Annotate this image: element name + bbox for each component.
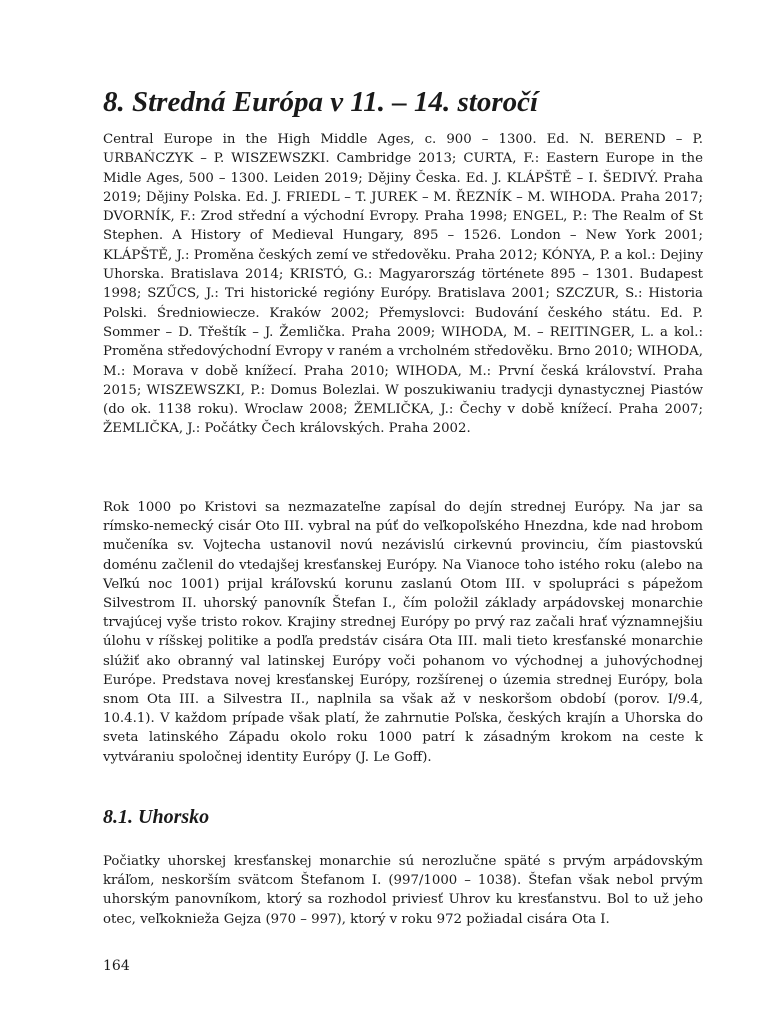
section-paragraph: Počiatky uhorskej kresťanskej monarchie sú nerozlučne späté s prvým arpádovským kráľom, neskorším svätcom Štefanom I. (997/1000 – 1038). Štefan však nebol prvým uhorským panovníkom, ktorý sa rozhodol priviesť Uhrov ku kresťanstvu. Bol to už jeho otec, veľkoknieža Gejza (970 – 997), ktorý v roku 972 požiadal cisára Ota I.: [103, 854, 703, 927]
page-number: 164: [103, 958, 130, 974]
section-heading: 8.1. Uhorsko: [103, 806, 210, 828]
bibliography-paragraph: Central Europe in the High Middle Ages, c. 900 – 1300. Ed. N. BEREND – P. URBAŃCZYK – P. WISZEWSZKI. Cambridge 2013; CURTA, F.: Eastern Europe in the Midle Ages, 500 – 1300. Leiden 2019; Dějiny Česka. Ed. J. KLÁPŠTĚ – I. ŠEDIVÝ. Praha 2019; Dějiny Polska. Ed. J. FRIEDL – T. JUREK – M. ŘEZNÍK – M. WIHODA. Praha 2017; DVORNÍK, F.: Zrod střední a východní Evropy. Praha 1998; ENGEL, P.: The Realm of St Stephen. A History of Medieval Hungary, 895 – 1526. London – New York 2001; KLÁPŠTĚ, J.: Proměna českých zemí ve středověku. Praha 2012; KÓNYA, P. a kol.: Dejiny Uhorska. Bratislava 2014; KRISTÓ, G.: Magyarország története 895 – 1301. Budapest 1998; SZŰCS, J.: Tri historické regióny Európy. Bratislava 2001; SZCZUR, S.: Historia Polski. Średniowiecze. Kraków 2002; Přemyslovci: Budování českého státu. Ed. P. Sommer – D. Třeštík – J. Žemlička. Praha 2009; WIHODA, M. – REITINGER, L. a kol.: Proměna středovýchodní Evropy v raném a vrcholném středověku. Brno 2010; WIHODA, M.: Morava v době knížecí. Praha 2010; WIHODA, M.: První česká království. Praha 2015; WISZEWSZKI, P.: Domus Bolezlai. W poszukiwaniu tradycji dynastycznej Piastów (do ok. 1138 roku). Wroclaw 2008; ŽEMLIČKA, J.: Čechy v době knížecí. Praha 2007; ŽEMLIČKA, J.: Počátky Čech královských. Praha 2002.: [103, 132, 703, 437]
chapter-title: 8. Stredná Európa v 11. – 14. storočí: [103, 86, 539, 118]
intro-paragraph: Rok 1000 po Kristovi sa nezmazateľne zapísal do dejín strednej Európy. Na jar sa rímsko-nemecký cisár Oto III. vybral na púť do veľkopoľského Hnezdna, kde nad hrobom mučeníka sv. Vojtecha ustanovil novú nezávislú cirkevnú provinciu, čím piastovskú doménu začlenil do vtedajšej kresťanskej Európy. Na Vianoce toho istého roku (alebo na Veľkú noc 1001) prijal kráľovskú korunu zaslanú Otom III. v spolupráci s pápežom Silvestrom II. uhorský panovník Štefan I., čím položil základy arpádovskej monarchie trvajúcej vyše tristo rokov. Krajiny strednej Európy po prvý raz začali hrať významnejšiu úlohu v ríšskej politike a podľa predstáv cisára Ota III. mali tieto kresťanské monarchie slúžiť ako obranný val latinskej Európy voči pohanom vo východnej a juhovýchodnej Európe. Predstava novej kresťanskej Európy, rozšírenej o územia strednej Európy, bola snom Ota III. a Silvestra II., naplnila sa však až v neskoršom období (porov. I/9.4, 10.4.1). V každom prípade však platí, že zahrnutie Poľska, českých krajín a Uhorska do sveta latinského Západu okolo roku 1000 patrí k zásadným krokom na ceste k vytváraniu spoločnej identity Európy (J. Le Goff).: [103, 500, 703, 765]
